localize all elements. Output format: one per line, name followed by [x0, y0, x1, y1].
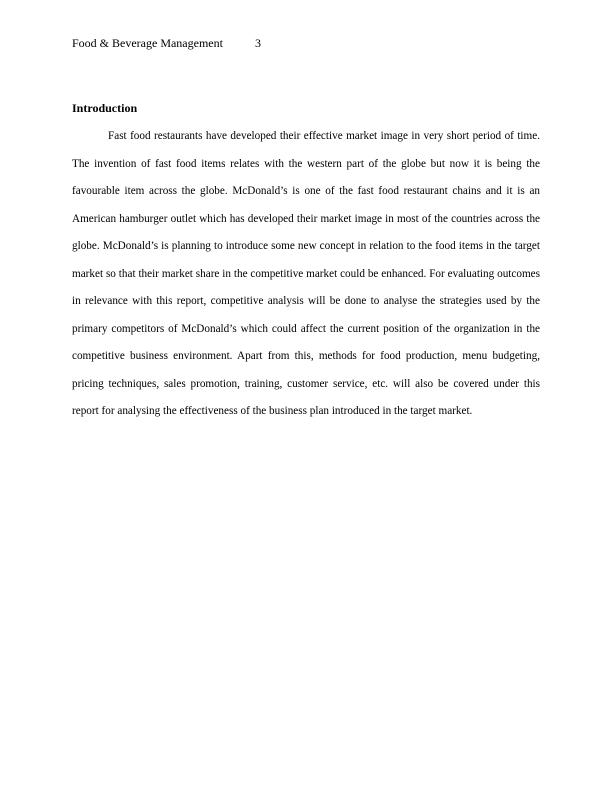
running-header [72, 35, 261, 51]
running-title: Food & Beverage Management [72, 36, 223, 50]
page-number: 3 [254, 36, 261, 50]
introduction-paragraph: Fast food restaurants have developed their effective market image in very short period of time. The invention of fast food items relates with the western part of the globe but now it is being the favourable item across the globe. McDonald’s is one of the fast food restaurant chains and it is an American hamburger outlet which has developed their market image in most of the countries across the globe. McDonald’s is planning to introduce some new concept in relation to the food items in the target market so that their market share in the competitive market could be enhanced. For evaluating outcomes in relevance with this report, competitive analysis will be done to analyse the strategies used by the primary competitors of McDonald’s which could affect the current position of the organization in the competitive business environment. Apart from this, methods for food production, menu budgeting, pricing techniques, sales promotion, training, customer service, etc. will also be covered under this report for analysing the effectiveness of the business plan introduced in the target market. [72, 130, 540, 417]
section-heading: Introduction [72, 101, 138, 115]
